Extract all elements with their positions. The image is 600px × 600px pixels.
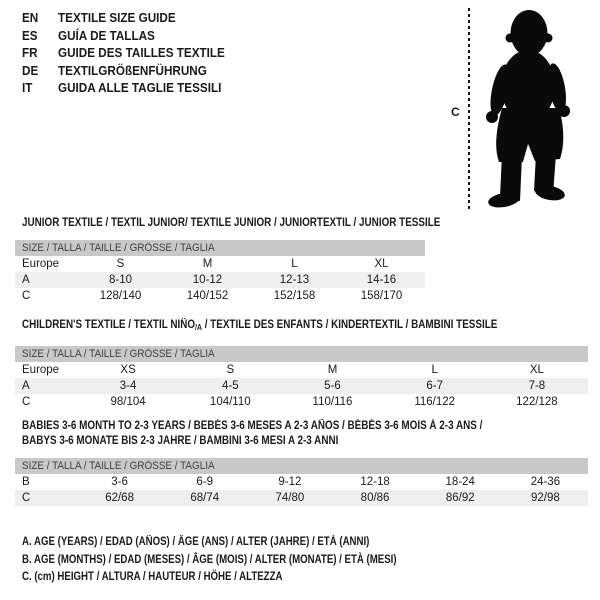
size-value: XL (529, 364, 544, 376)
height-value: 104/110 (209, 396, 251, 408)
height-value: 74/80 (275, 492, 305, 504)
size-value: M (327, 364, 338, 376)
language-title: TEXTILE SIZE GUIDE (58, 10, 176, 25)
size-value: L (291, 258, 298, 270)
size-value: XS (120, 364, 136, 376)
size-value: L (431, 364, 438, 376)
language-row-de (22, 62, 225, 80)
age-value: 6-9 (196, 476, 214, 488)
table-row (15, 490, 588, 506)
age-value: 14-16 (366, 274, 397, 286)
age-value: 4-5 (221, 380, 239, 392)
size-header-label: SIZE / TALLA / TAILLE / GRÖSSE / TAGLIA (22, 348, 215, 360)
age-value: 6-7 (426, 380, 443, 392)
row-label: A (22, 274, 30, 286)
language-row-it (22, 79, 225, 97)
size-value: S (226, 364, 235, 376)
age-value: 12-18 (360, 476, 390, 488)
height-value: 158/170 (360, 290, 403, 302)
language-row-es (22, 27, 225, 45)
language-code: IT (22, 80, 33, 95)
age-value: 5-6 (324, 380, 341, 392)
height-value: 128/140 (99, 290, 142, 302)
age-value: 9-12 (278, 476, 302, 488)
row-label: C (22, 492, 31, 504)
language-code: DE (22, 62, 39, 78)
height-value: 62/68 (105, 492, 134, 504)
language-title: TEXTILGRÖßENFÜHRUNG (58, 62, 207, 78)
age-value: 7-8 (528, 380, 546, 392)
table-row (15, 288, 425, 304)
language-code: ES (22, 27, 38, 43)
age-value: 12-13 (279, 274, 310, 286)
section-title-children (22, 318, 497, 335)
table-row (15, 362, 588, 378)
junior-size-table (15, 240, 425, 304)
row-label: Europe (22, 364, 60, 376)
section-title-babies (22, 419, 482, 449)
toddler-silhouette-icon (480, 4, 580, 219)
height-value: 92/98 (531, 492, 560, 504)
babies-size-table (15, 458, 588, 506)
measure-legend (22, 534, 397, 587)
legend-line-c: C. (cm) HEIGHT / ALTURA / HAUTEUR / HÖHE / ALTEZZA (22, 571, 283, 583)
height-value: 68/74 (190, 492, 220, 504)
section-title-line1: BABIES 3-6 MONTH TO 2-3 YEARS / BEBÉS 3-6 MESES A 2-3 AÑOS / BÉBÉS 3-6 MOIS À 2-3 ANS / (22, 420, 483, 432)
row-label: B (22, 476, 30, 488)
age-value: 10-12 (192, 274, 223, 286)
height-value: 116/122 (414, 396, 456, 408)
language-title: GUIDA ALLE TAGLIE TESSILI (58, 80, 222, 95)
row-label: A (22, 380, 30, 392)
section-title-line2: BABYS 3-6 MONATE BIS 2-3 JAHRE / BAMBINI 3-6 MESI A 2-3 ANNI (22, 435, 339, 447)
legend-line-b: B. AGE (MONTHS) / EDAD (MESES) / ÂGE (MOIS) / ALTER (MONATE) / ETÀ (MESI) (22, 553, 397, 566)
section-title-text: / TEXTILE DES ENFANTS / KINDERTEXTIL / BAMBINI TESSILE (201, 319, 498, 331)
language-title-list (22, 9, 225, 97)
language-code: EN (22, 10, 39, 25)
height-value: 86/92 (445, 492, 475, 504)
language-title: GUÍA DE TALLAS (58, 27, 155, 43)
height-value: 140/152 (186, 290, 229, 302)
row-label: Europe (22, 258, 60, 270)
table-row (15, 474, 588, 490)
section-title-text: CHILDREN'S TEXTILE / TEXTIL NIÑO (22, 319, 196, 331)
section-title-subscript: /A (195, 323, 202, 332)
height-measure-dotted-line (468, 8, 470, 212)
height-value: 152/158 (273, 290, 316, 302)
size-value: M (202, 258, 213, 270)
table-row (15, 378, 588, 394)
size-value: S (116, 258, 125, 270)
size-header-label: SIZE / TALLA / TAILLE / GRÖSSE / TAGLIA (22, 242, 215, 254)
legend-line-a: A. AGE (YEARS) / EDAD (AÑOS) / ÂGE (ANS) / ALTER (JAHRE) / ETÀ (ANNI) (22, 536, 370, 548)
height-value: 98/104 (110, 396, 146, 408)
height-value: 122/128 (516, 396, 558, 408)
age-value: 3-6 (111, 476, 128, 488)
row-label: C (22, 396, 31, 408)
size-header-bar (15, 346, 588, 362)
children-size-table (15, 346, 588, 410)
height-measure-label: C (451, 105, 460, 119)
table-row (15, 256, 425, 272)
age-value: 24-36 (530, 476, 561, 488)
language-title: GUIDE DES TAILLES TEXTILE (58, 45, 225, 60)
age-value: 18-24 (445, 476, 475, 488)
age-value: 3-4 (119, 380, 137, 392)
table-row (15, 272, 425, 288)
height-value: 110/116 (312, 396, 353, 408)
language-code: FR (22, 45, 38, 60)
section-title-junior: JUNIOR TEXTILE / TEXTIL JUNIOR/ TEXTILE JUNIOR / JUNIORTEXTIL / JUNIOR TESSILE (22, 217, 441, 229)
size-header-bar (15, 240, 425, 256)
height-value: 80/86 (360, 492, 390, 504)
language-row-en (22, 9, 225, 27)
age-value: 8-10 (108, 274, 133, 286)
language-row-fr (22, 44, 225, 62)
size-header-label: SIZE / TALLA / TAILLE / GRÖSSE / TAGLIA (22, 460, 215, 472)
table-row (15, 394, 588, 410)
size-header-bar (15, 458, 588, 474)
size-value: XL (374, 258, 389, 270)
row-label: C (22, 290, 31, 302)
